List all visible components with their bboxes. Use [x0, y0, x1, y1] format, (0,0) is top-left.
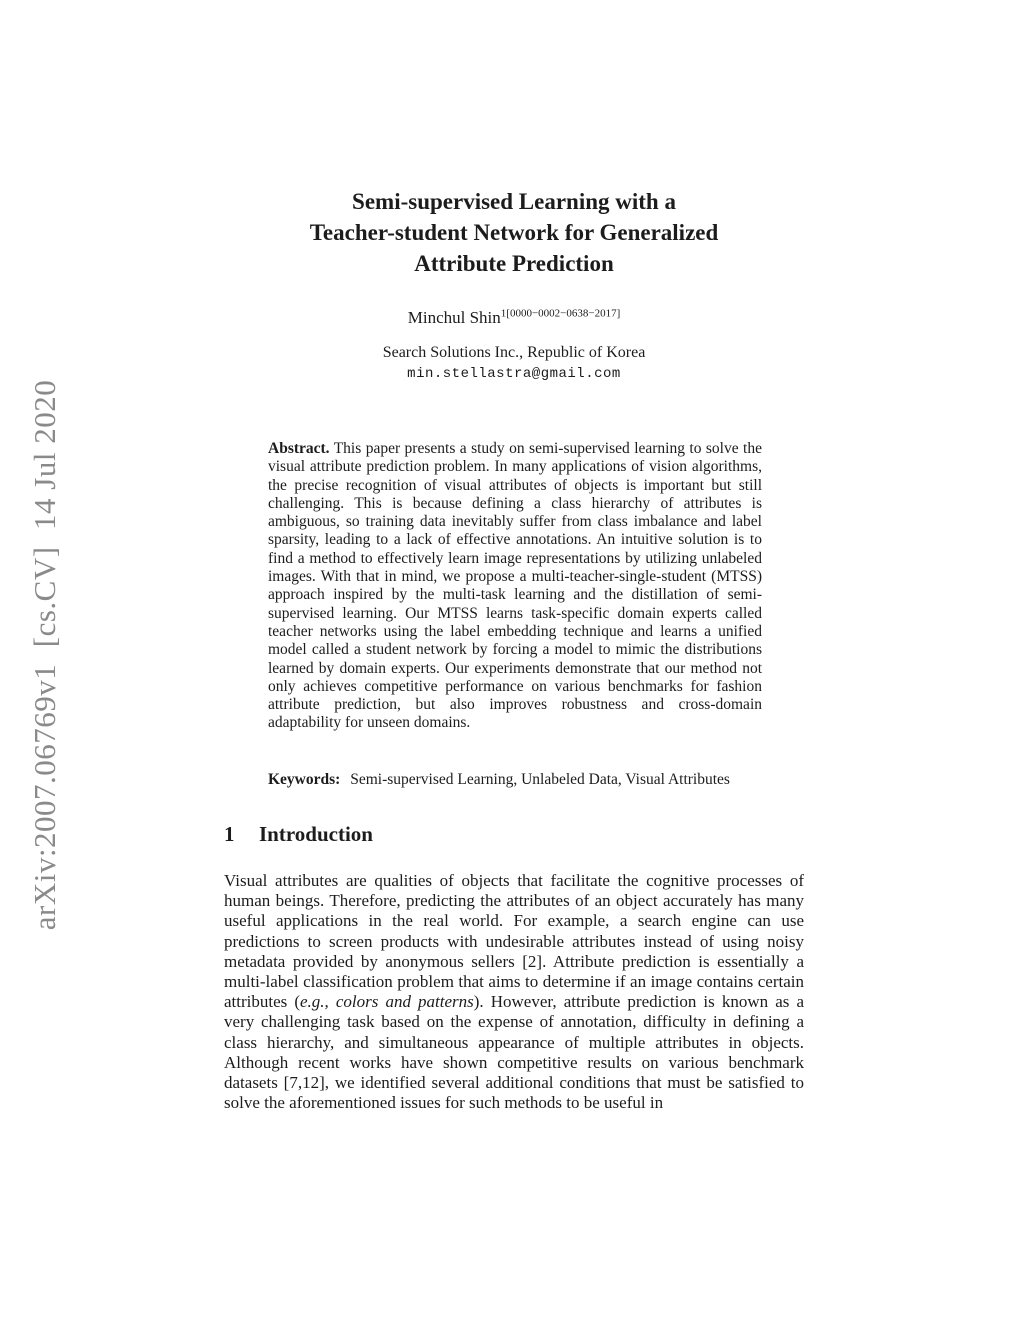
introduction-paragraph-part-1: Visual attributes are qualities of objects that facilitate the cognitive processes of human beings. Therefore, predicting the attributes of an object accurately has many useful applications in the real world. For example, a search engine can use predictions to screen products with undesirable attributes instead of using noisy metadata provided by anonymous sellers [2]. Attribute prediction is essentially a multi-label classification problem that aims to determine if an image contains certain attributes (: [224, 871, 804, 1012]
section-1-heading: [224, 822, 804, 847]
affiliation: Search Solutions Inc., Republic of Korea: [382, 344, 646, 361]
introduction-paragraph-part-2: ). However, attribute prediction is known as a very challenging task based on the expense of annotation, difficulty in defining a class hierarchy, and simultaneous appearance of multiple attributes in objects. Although recent works have shown competitive results on various benchmark datasets [7,12], we identified several additional conditions that must be satisfied to solve the aforementioned issues for such methods to be useful in: [224, 992, 804, 1113]
introduction-paragraph: [224, 871, 804, 1113]
abstract: [268, 440, 762, 733]
author-name: Minchul Shin: [407, 308, 501, 327]
abstract-label: Abstract.: [268, 440, 330, 457]
paper-title-line-2: Teacher-student Network for Generalized: [309, 220, 719, 245]
introduction-paragraph-italic: e.g., colors and patterns: [300, 992, 474, 1012]
section-1-title: Introduction: [259, 822, 373, 846]
arxiv-sidebar-stamp: arXiv:2007.06769v1 [cs.CV] 14 Jul 2020: [27, 379, 62, 931]
abstract-text: This paper presents a study on semi-supervised learning to solve the visual attribute prediction problem. In many applications of vision algorithms, the precise recognition of visual attributes of objects is important but still challenging. This is because defining a class hierarchy of attributes is ambiguous, so training data inevitably suffer from class imbalance and label sparsity, leading to a lack of effective annotations. An intuitive solution is to find a method to effectively learn image representations by utilizing unlabeled images. With that in mind, we propose a multi-teacher-single-student (MTSS) approach inspired by the multi-task learning and the distillation of semi-supervised learning. Our MTSS learns task-specific domain experts called teacher networks using the label embedding technique and learns a unified model called a student network by forcing a model to mimic the distributions learned by domain experts. Our experiments demonstrate that our method not only achieves competitive performance on various benchmarks for fashion attribute prediction, but also improves robustness and cross-domain adaptability for unseen domains.: [268, 440, 762, 732]
paper-title-line-3: Attribute Prediction: [414, 251, 614, 276]
keywords-label: Keywords:: [268, 771, 341, 788]
paper-title-line-1: Semi-supervised Learning with a: [352, 189, 676, 214]
section-1-number: 1: [224, 822, 235, 846]
author-email: min.stellastra@gmail.com: [407, 366, 621, 382]
keywords: [268, 771, 788, 789]
keywords-text: Semi-supervised Learning, Unlabeled Data, Visual Attributes: [350, 771, 730, 788]
author-orcid-superscript: 1[0000−0002−0638−2017]: [500, 307, 621, 320]
paper-title: [224, 186, 804, 279]
author-line: [224, 308, 804, 328]
